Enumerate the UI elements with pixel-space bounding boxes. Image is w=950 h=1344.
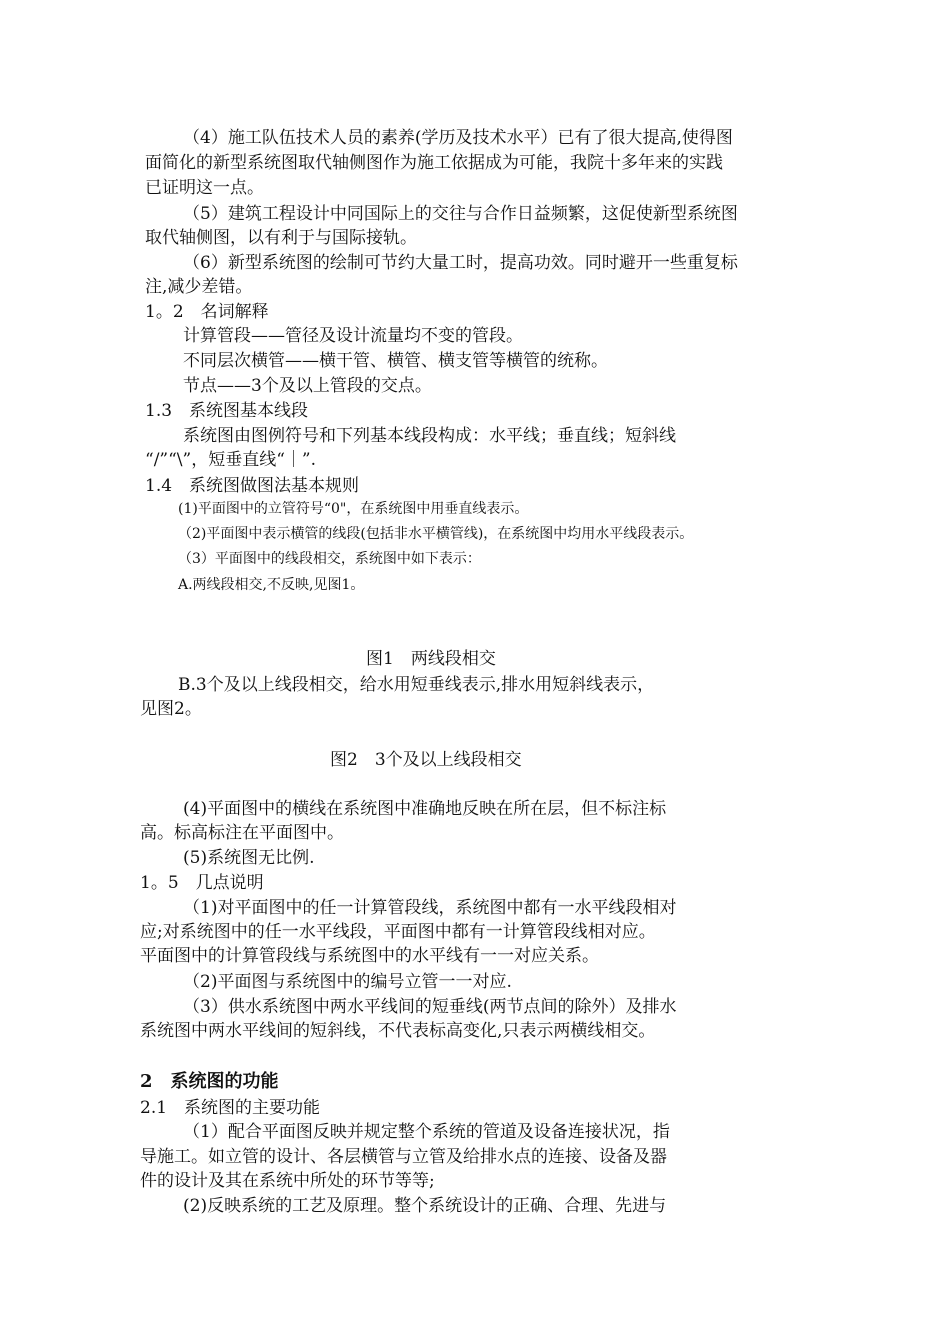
text-line: (4)平面图中的横线在系统图中准确地反映在所在层，但不标注标 — [183, 799, 667, 819]
text-line: （4）施工队伍技术人员的素养(学历及技术水平）已有了很大提高,使得图 — [183, 128, 733, 148]
text-line: （2)平面图中表示横管的线段(包括非水平横管线)，在系统图中均用水平线段表示。 — [178, 526, 694, 542]
text-line: 已证明这一点。 — [145, 178, 264, 198]
text-line: (2)反映系统的工艺及原理。整个系统设计的正确、合理、先进与 — [183, 1196, 667, 1216]
text-line: 图1 两线段相交 — [366, 649, 496, 669]
text-line: （1）配合平面图反映并规定整个系统的管道及设备连接状况，指 — [183, 1122, 670, 1142]
text-line: （3）平面图中的线段相交，系统图中如下表示： — [178, 551, 481, 567]
text-line: 2.1 系统图的主要功能 — [140, 1098, 321, 1118]
text-line: （2)平面图与系统图中的编号立管一一对应. — [183, 972, 512, 992]
text-line: 1.4 系统图做图法基本规则 — [145, 476, 360, 496]
text-line: 计算管段——管径及设计流量均不变的管段。 — [183, 326, 523, 346]
text-line: B.3个及以上线段相交，给水用短垂线表示,排水用短斜线表示， — [178, 675, 655, 695]
text-line: 系统图中两水平线间的短斜线，不代表标高变化,只表示两横线相交。 — [140, 1021, 656, 1041]
text-line: 注,减少差错。 — [145, 277, 253, 297]
text-line: 应;对系统图中的任一水平线段，平面图中都有一计算管段线相对应。 — [140, 922, 656, 942]
text-line: 1。2 名词解释 — [145, 302, 269, 322]
text-line: （6）新型系统图的绘制可节约大量工时，提高功效。同时避开一些重复标 — [183, 253, 738, 273]
text-line: 不同层次横管——横干管、横管、横支管等横管的统称。 — [183, 351, 608, 371]
text-line: 平面图中的计算管段线与系统图中的水平线有一一对应关系。 — [140, 946, 599, 966]
text-line: 高。标高标注在平面图中。 — [140, 823, 344, 843]
text-line: 面简化的新型系统图取代轴侧图作为施工依据成为可能，我院十多年来的实践 — [145, 153, 723, 173]
text-line: (5)系统图无比例. — [183, 848, 315, 868]
text-line: 见图2。 — [140, 699, 202, 719]
text-line: “/”“\”，短垂直线“｜”. — [145, 450, 317, 470]
text-line: 图2 3个及以上线段相交 — [330, 750, 522, 770]
text-line: （5）建筑工程设计中同国际上的交往与合作日益频繁，这促使新型系统图 — [183, 204, 738, 224]
text-line: (1)平面图中的立管符号“0"，在系统图中用垂直线表示。 — [178, 501, 529, 517]
text-line: 系统图由图例符号和下列基本线段构成：水平线；垂直线；短斜线 — [183, 426, 676, 446]
section-heading: 2 系统图的功能 — [140, 1071, 279, 1092]
text-line: （1)对平面图中的任一计算管段线，系统图中都有一水平线段相对 — [183, 898, 677, 918]
text-line: 1.3 系统图基本线段 — [145, 401, 309, 421]
text-line: 导施工。如立管的设计、各层横管与立管及给排水点的连接、设备及器 — [140, 1147, 667, 1167]
text-line: A.两线段相交,不反映,见图1。 — [178, 577, 365, 593]
text-line: 件的设计及其在系统中所处的环节等等; — [140, 1171, 435, 1191]
text-line: 取代轴侧图，以有利于与国际接轨。 — [145, 228, 417, 248]
text-line: 1。5 几点说明 — [140, 873, 264, 893]
text-line: 节点——3个及以上管段的交点。 — [183, 376, 432, 396]
text-line: （3）供水系统图中两水平线间的短垂线(两节点间的除外）及排水 — [183, 997, 677, 1017]
